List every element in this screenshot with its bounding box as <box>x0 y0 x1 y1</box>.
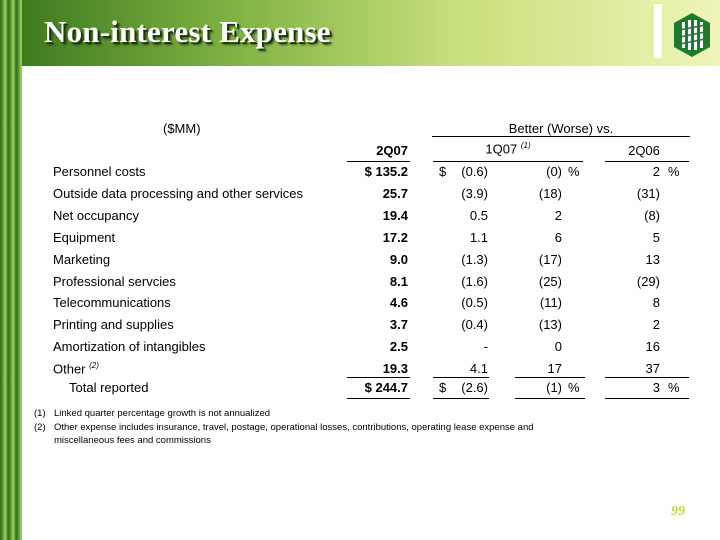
page-title: Non-interest Expense <box>44 14 331 49</box>
row-change-1q07: (0.6) <box>461 164 488 179</box>
total-double-rule-2q06-pct <box>605 398 689 399</box>
row-pct-1q07: 17 <box>547 361 562 376</box>
footnote-text: miscellaneous fees and commissions <box>54 435 211 446</box>
row-pct-2q06: 2 <box>652 317 660 332</box>
row-label <box>53 295 171 310</box>
row-pct-2q06: 8 <box>652 295 660 310</box>
row-label <box>53 208 139 223</box>
row-dollar-sign: $ <box>439 164 447 179</box>
row-label-text: Telecommunications <box>53 295 171 310</box>
row-value-2q07: 4.6 <box>389 295 408 310</box>
total-value-2q07: $ 244.7 <box>364 380 408 395</box>
row-pct-1q07: (25) <box>538 274 562 289</box>
row-label <box>53 186 303 201</box>
total-label-text: Total reported <box>69 380 149 395</box>
row-pct-1q07: 2 <box>554 208 562 223</box>
row-change-1q07: 0.5 <box>469 208 488 223</box>
row-value-2q07: 8.1 <box>389 274 408 289</box>
col-header-1q07 <box>468 141 548 156</box>
row-pct-2q06: (29) <box>636 274 660 289</box>
total-double-rule-1q07-dollar <box>433 398 489 399</box>
total-pct-2q06: 3 <box>652 380 660 395</box>
row-change-1q07: 1.1 <box>469 230 488 245</box>
row-value-2q07: 3.7 <box>389 317 408 332</box>
total-rule-1q07-dollar <box>433 377 489 378</box>
row-pct-2q06: 37 <box>645 361 660 376</box>
row-pct-2q06: (31) <box>636 186 660 201</box>
row-pct-1q07: 6 <box>554 230 562 245</box>
row-pct-2q06: 2 <box>652 164 660 179</box>
row-value-2q07: 19.4 <box>382 208 408 223</box>
total-double-rule-2q07 <box>347 398 410 399</box>
row-value-2q07: 17.2 <box>382 230 408 245</box>
row-pct-2q06: 13 <box>645 252 660 267</box>
row-label-text: Other <box>53 361 86 377</box>
row-label-text: Professional servcies <box>53 274 176 289</box>
row-value-2q07: 25.7 <box>382 186 408 201</box>
footnote-text: Linked quarter percentage growth is not annualized <box>54 408 271 419</box>
row-label-text: Net occupancy <box>53 208 139 223</box>
row-pct-sign-1q07: % <box>568 164 580 179</box>
row-pct-1q07: 0 <box>554 339 562 354</box>
row-label <box>53 339 205 354</box>
row-pct-1q07: (18) <box>538 186 562 201</box>
row-value-2q07: 19.3 <box>382 361 408 376</box>
row-change-1q07: (0.5) <box>461 295 488 310</box>
total-rule-2q07 <box>347 377 410 378</box>
row-change-1q07: (1.3) <box>461 252 488 267</box>
row-label-text: Outside data processing and other services <box>53 186 304 201</box>
col-header-2q07-rule <box>347 161 410 162</box>
group-header: Better (Worse) vs. <box>508 121 614 136</box>
total-double-rule-1q07-pct <box>515 398 585 399</box>
row-pct-sign-2q06: % <box>668 164 680 179</box>
total-pct-sign-2q06: % <box>668 380 680 395</box>
col-header-2q07: 2Q07 <box>376 143 408 158</box>
banner-accent-bar <box>654 4 662 58</box>
row-change-1q07: - <box>483 339 488 354</box>
total-pct-1q07: (1) <box>546 380 562 395</box>
row-value-2q07: 9.0 <box>389 252 408 267</box>
total-pct-sign-1q07: % <box>568 380 580 395</box>
row-value-2q07: 2.5 <box>389 339 408 354</box>
total-change-1q07: (2.6) <box>461 380 488 395</box>
col-header-1q07-text: 1Q07 <box>485 141 518 157</box>
footnote-number: (2) <box>34 421 46 433</box>
col-header-1q07-rule <box>433 161 583 162</box>
row-label-text: Amortization of intangibles <box>53 339 206 354</box>
row-label-text: Personnel costs <box>53 164 146 179</box>
row-change-1q07: (1.6) <box>461 274 488 289</box>
row-label-text: Equipment <box>53 230 116 245</box>
row-pct-2q06: 5 <box>652 230 660 245</box>
row-label <box>53 252 110 267</box>
row-label <box>53 361 99 376</box>
page-number: 99 <box>671 504 685 519</box>
group-header-rule <box>432 136 690 137</box>
col-header-2q06: 2Q06 <box>628 143 660 158</box>
row-label-text: Marketing <box>53 252 111 267</box>
col-header-1q07-footnote-ref: (1) <box>520 141 531 150</box>
col-header-2q06-rule <box>605 161 689 162</box>
row-change-1q07: 4.1 <box>469 361 488 376</box>
row-label <box>53 274 176 289</box>
footnote-number: (1) <box>34 408 46 419</box>
footnote-ref: (2) <box>89 361 99 370</box>
row-pct-2q06: 16 <box>645 339 660 354</box>
left-decorative-bar <box>0 0 22 540</box>
row-pct-1q07: (13) <box>538 317 562 332</box>
row-pct-2q06: (8) <box>644 208 660 223</box>
company-logo-icon <box>672 12 712 58</box>
total-rule-2q06-pct <box>605 377 689 378</box>
row-pct-1q07: (17) <box>538 252 562 267</box>
row-change-1q07: (3.9) <box>461 186 488 201</box>
row-label <box>53 230 115 245</box>
footnote-text: Other expense includes insurance, travel, postage, operational losses, contributions, operating lease expense and <box>54 421 534 433</box>
row-label <box>53 164 146 179</box>
total-dollar-sign: $ <box>439 380 447 395</box>
row-pct-1q07: (11) <box>539 295 562 310</box>
row-value-2q07: $ 135.2 <box>364 164 408 179</box>
total-label <box>69 380 149 395</box>
row-label-text: Printing and supplies <box>53 317 174 332</box>
units-label: ($MM) <box>163 121 201 136</box>
row-label <box>53 317 174 332</box>
total-rule-1q07-pct <box>515 377 585 378</box>
row-change-1q07: (0.4) <box>461 317 488 332</box>
row-pct-1q07: (0) <box>546 164 562 179</box>
